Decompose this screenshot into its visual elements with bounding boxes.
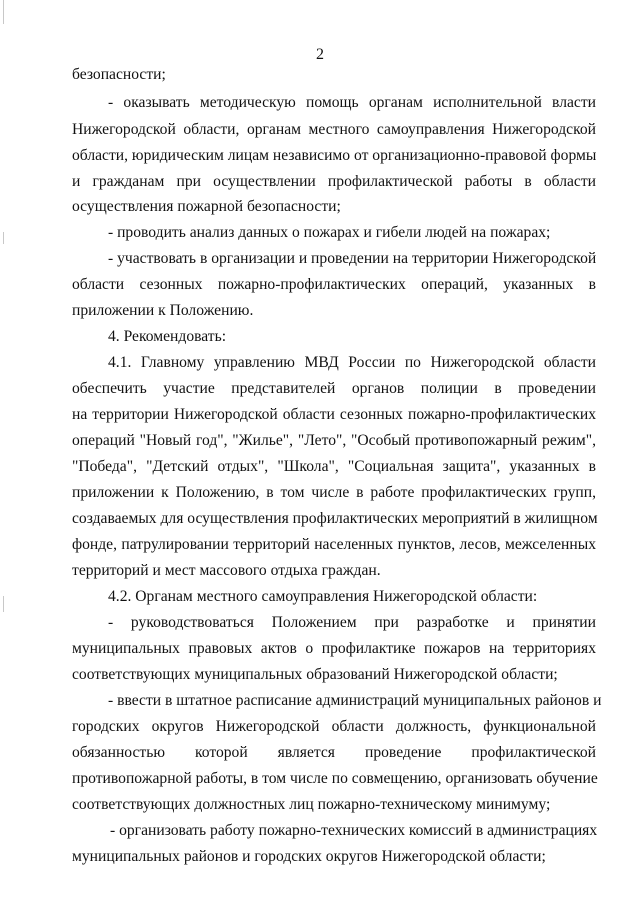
text-line: муниципальных районов и городских округов Нижегородской области; [72,848,546,865]
text-line: - оказывать методическую помощь органам исполнительной власти [108,94,596,111]
text-line: фонде, патрулировании территорий населенных пунктов, лесов, межселенных [72,536,596,553]
text-line: - руководствоваться Положением при разработке и принятии [108,614,596,631]
text-line: приложении к Положению, в том числе в работе профилактических групп, [72,484,596,501]
text-line: соответствующих должностных лиц пожарно-техническому минимуму; [72,796,551,813]
text-line: операций "Новый год", "Жилье", "Лето", "Особый противопожарный режим", [72,432,596,449]
text-line: "Победа", "Детский отдых", "Школа", "Социальная защита", указанных в [72,458,596,475]
text-line: осуществления пожарной безопасности; [72,198,341,215]
text-line: противопожарной работы, в том числе по совмещению, организовать обучение [72,770,598,787]
text-line: создаваемых для осуществления профилактических мероприятий в жилищном [72,510,598,527]
text-line: приложении к Положению. [72,302,254,319]
text-line: - организовать работу пожарно-технических комиссий в администрациях [110,822,598,839]
text-line: Нижегородской области, органам местного самоуправления Нижегородской [72,121,596,138]
section-heading: 4.2. Органам местного самоуправления Нижегородской области: [108,588,538,605]
text-line: - ввести в штатное расписание администраций муниципальных районов и [108,692,602,709]
text-line: обязанностью которой является проведение профилактической [72,744,596,761]
text-line: 4.1. Главному управлению МВД России по Нижегородской области [108,354,596,371]
text-line: и гражданам при осуществлении профилактической работы в области [72,173,596,190]
scan-edge-mark [3,596,4,612]
text-line: обеспечить участие представителей органов полиции в проведении [72,380,596,397]
page-number: 2 [316,46,324,63]
text-line: муниципальных правовых актов о профилактике пожаров на территориях [72,640,596,657]
text-line: области сезонных пожарно-профилактических операций, указанных в [72,276,596,293]
section-heading: 4. Рекомендовать: [108,328,227,345]
scan-edge-mark [3,0,4,24]
text-line: безопасности; [72,66,166,83]
scan-edge-mark [3,232,4,244]
text-line: - проводить анализ данных о пожарах и гибели людей на пожарах; [108,224,551,241]
text-line: - участвовать в организации и проведении на территории Нижегородской [108,250,597,267]
text-line: городских округов Нижегородской области должность, функциональной [72,718,596,735]
text-line: области, юридическим лицам независимо от организационно-правовой формы [72,147,597,164]
text-line: соответствующих муниципальных образований Нижегородской области; [72,666,558,683]
text-line: на территории Нижегородской области сезонных пожарно-профилактических [72,406,596,423]
text-line: территорий и мест массового отдыха граждан. [72,562,381,579]
